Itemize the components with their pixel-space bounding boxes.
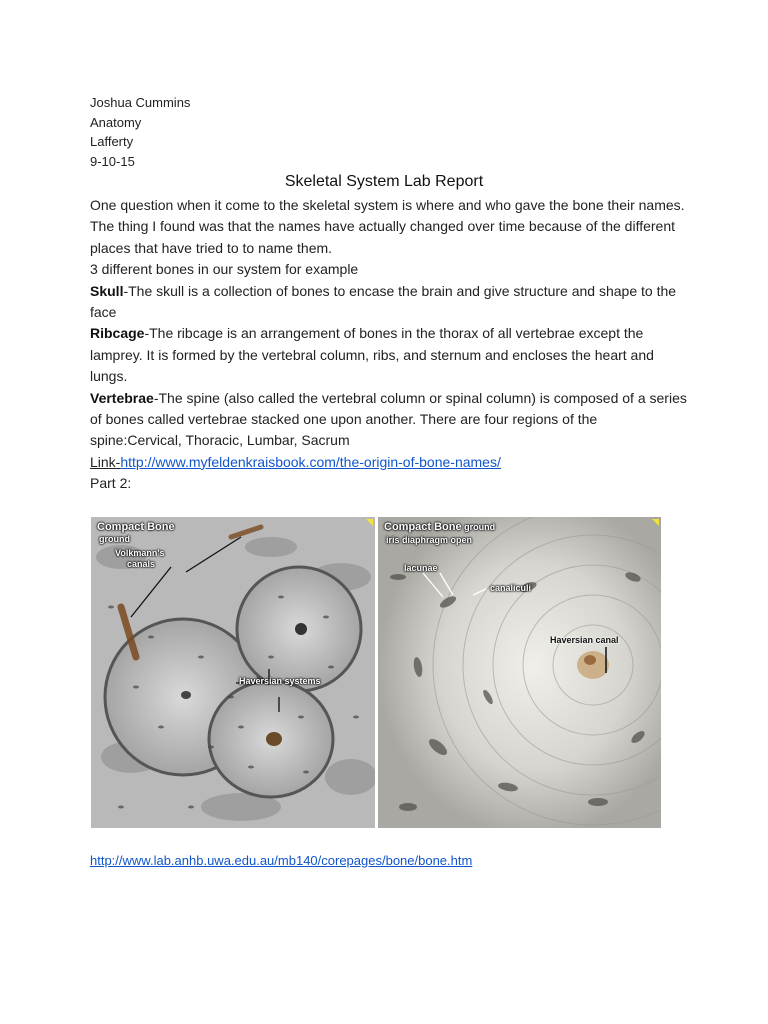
right-panel-title [384, 522, 495, 532]
bone-reference-link[interactable]: http://www.lab.anhb.uwa.edu.au/mb140/corepages/bone/bone.htm [90, 853, 473, 868]
corner-marker-icon [652, 519, 659, 526]
label-volkmann-line1: Volkmann's [115, 548, 165, 558]
right-panel-subtitle: iris diaphragm open [386, 535, 473, 545]
paragraph-link [90, 452, 690, 473]
right-panel-title-main: Compact Bone [384, 521, 462, 533]
link-prefix: Link- [90, 453, 121, 470]
label-canaliculi: canaliculi [490, 583, 532, 593]
paragraph-vertebrae [90, 388, 690, 452]
bottom-link-line [90, 852, 472, 870]
left-panel-title: Compact Bone [97, 521, 175, 533]
ribcage-definition: -The ribcage is an arrangement of bones in the thorax of all vertebrae except the lamprey. It is formed by the vertebral column, ribs, and sternum and encloses the heart and lungs. [90, 325, 654, 385]
part-2-heading: Part 2: [90, 475, 132, 492]
term-vertebrae: Vertebrae [90, 389, 154, 406]
author-name: Joshua Cummins [90, 95, 191, 110]
paragraph-ribcage [90, 323, 690, 387]
label-haversian-canal: Haversian canal [550, 635, 619, 645]
left-micrograph [91, 517, 375, 828]
report-body [90, 195, 690, 495]
label-haversian-systems: Haversian systems [239, 676, 321, 686]
label-volkmann-line2: canals [127, 559, 156, 569]
left-panel-subtitle: ground [99, 534, 130, 544]
subject: Anatomy [90, 114, 142, 130]
bone-micrograph-figure [91, 517, 661, 828]
term-ribcage: Ribcage [90, 325, 145, 342]
label-lacunae: lacunae [404, 563, 438, 573]
date: 9-10-15 [90, 153, 135, 169]
paragraph-skull [90, 281, 690, 324]
term-skull: Skull [90, 282, 124, 299]
paragraph-finding: The thing I found was that the names have actually changed over time because of the different places that have tried to to name them. [90, 218, 675, 256]
right-micrograph [378, 517, 661, 828]
skull-definition: -The skull is a collection of bones to encase the brain and give structure and shape to the face [90, 282, 677, 321]
right-panel-title-suffix: ground [461, 522, 496, 532]
document-header [90, 93, 190, 171]
teacher: Lafferty [90, 134, 134, 149]
report-title: Skeletal System Lab Report [284, 173, 484, 190]
paragraph-intro: 3 different bones in our system for example [90, 261, 359, 278]
vertebrae-definition: -The spine (also called the vertebral column or spinal column) is composed of a series of bones called vertebrae stacked one upon another. There are four regions of the spine:Cervical, Thoracic, Lumbar, Sacrum [90, 389, 687, 449]
corner-marker-icon [366, 519, 373, 526]
source-link[interactable]: http://www.myfeldenkraisbook.com/the-origin-of-bone-names/ [120, 453, 501, 470]
paragraph-question: One question when it come to the skeletal system is where and who gave the bone their names. [90, 197, 685, 213]
